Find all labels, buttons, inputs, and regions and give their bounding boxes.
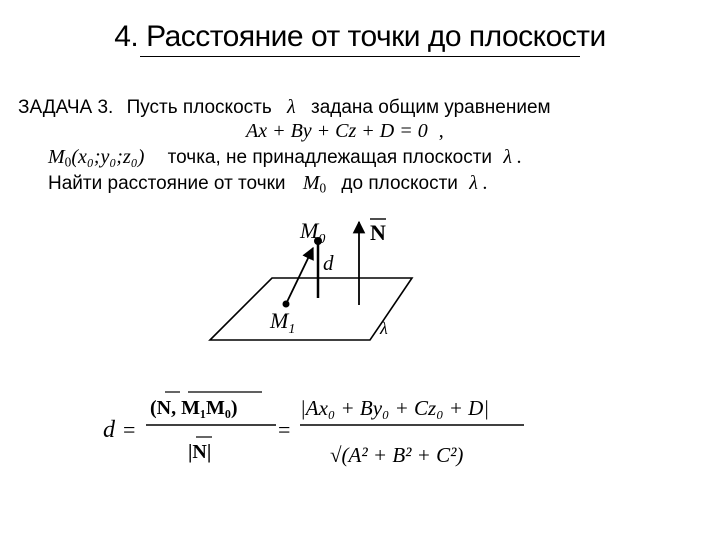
lambda-symbol: λ — [287, 96, 296, 118]
formula-equals-2: = — [278, 417, 291, 442]
problem-line-3-text: точка, не принадлежащая плоскости — [167, 147, 493, 168]
problem-line-1-rest: задана общим уравнением — [310, 97, 551, 118]
label-d: d — [323, 251, 334, 275]
problem-line-4-end: λ . — [469, 172, 488, 194]
formula-lhs: d — [103, 417, 115, 443]
point-m0-coords: (x₀;y₀;z₀) — [71, 146, 145, 168]
label-lambda: λ — [380, 318, 388, 338]
point-m0-ref-sub: 0 — [319, 180, 327, 196]
plane-equation: Ax + By + Cz + D = 0 — [246, 120, 428, 142]
problem-line-3-end: λ . — [503, 146, 523, 168]
problem-label: ЗАДАЧА 3. — [18, 97, 114, 118]
problem-line-1-text: Пусть плоскость — [126, 97, 272, 118]
point-m0-ref-name: M — [302, 172, 320, 194]
label-m1: $M_1$ — [270, 308, 296, 337]
formula-equals-1: = — [123, 417, 136, 442]
slide-title: 4. Расстояние от точки до плоскости — [114, 20, 606, 53]
formula-num-2: |Ax₀ + By₀ + Cz₀ + D| — [300, 396, 490, 420]
problem-line-4-mid: до плоскости — [341, 173, 458, 194]
point-m0-name: M — [48, 146, 65, 168]
vector-m1m0 — [286, 248, 313, 304]
formula-den-2: √(A² + B² + C²) — [330, 443, 464, 467]
label-n: N — [370, 220, 386, 245]
point-m0-sub: 0 — [64, 154, 72, 170]
formula-num-1: (N, M₁M₀) — [150, 397, 238, 419]
equation-comma: , — [438, 120, 444, 142]
label-m0: $M_0$ — [300, 218, 326, 247]
problem-line-4-text: Найти расстояние от точки — [48, 173, 286, 194]
formula-den-1: |N| — [188, 441, 212, 463]
